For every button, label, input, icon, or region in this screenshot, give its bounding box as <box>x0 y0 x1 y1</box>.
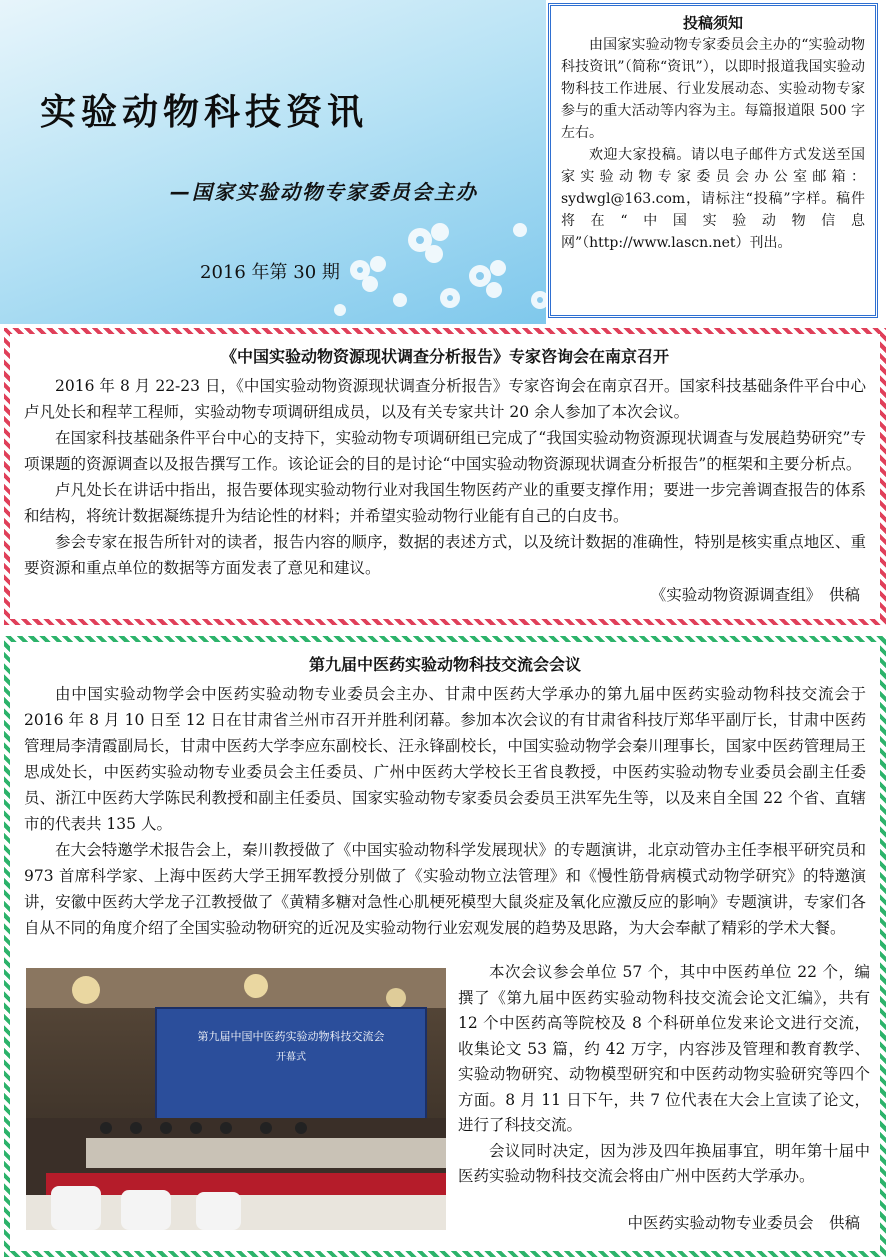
conference-photo <box>26 968 446 1230</box>
notice-paragraph: 由国家实验动物专家委员会主办的“实验动物科技资讯”（简称“资讯”），以即时报道我国实验动物科技工作进展、行业发展动态、实验动物专家参与的重大活动等内容为主。每篇报道限 500 字左右。 <box>561 37 865 141</box>
notice-heading: 投稿须知 <box>682 14 743 32</box>
newsletter-banner <box>0 0 546 324</box>
article-credit: 《实验动物资源调查组》 供稿 <box>650 586 860 604</box>
article-paragraph: 2016 年 8 月 22-23 日，《中国实验动物资源现状调查分析报告》专家咨询会在南京召开。国家科技基础条件平台中心卢凡处长和程苹工程师，实验动物专项调研组成员，以及有关专家共计 20 余人参加了本次会议。 <box>24 377 866 421</box>
article-paragraph: 在国家科技基础条件平台中心的支持下，实验动物专项调研组已完成了“我国实验动物资源现状调查与发展趋势研究”专项课题的资源调查以及报告撰写工作。该论证会的目的是讨论“中国实验动物资源现状调查分析报告”的框架和主要分析点。 <box>24 429 866 473</box>
article-paragraph: 参会专家在报告所针对的读者，报告内容的顺序，数据的表述方式，以及统计数据的准确性，特别是核实重点地区、重要资源和重点单位的数据等方面发表了意见和建议。 <box>24 533 866 577</box>
photo-banner-sub: 开幕式 <box>276 1052 306 1063</box>
article-paragraph: 本次会议参会单位 57 个，其中中医药单位 22 个，编撰了《第九届中医药实验动物科技交流会论文汇编》，共有 12 个中医药高等院校及 8 个科研单位发来论文进行交流，收集论文 53 篇，约 42 万字，内容涉及管理和教育教学、实验动物研究、动物模型研究和中医药动物实验研究等四个方面。8 月 11 日下午，共 7 位代表在大会上宣读了论文，进行了科技交流。 <box>458 963 870 1134</box>
article-credit: 中医药实验动物专业委员会 供稿 <box>627 1214 860 1232</box>
article-title: 《中国实验动物资源现状调查分析报告》专家咨询会在南京召开 <box>220 347 669 366</box>
article-paragraph: 会议同时决定，因为涉及四年换届事宜，明年第十届中医药实验动物科技交流会将由广州中医药大学承办。 <box>458 1141 870 1185</box>
conference-photo-image <box>26 968 446 1230</box>
article-title: 第九届中医药实验动物科技交流会会议 <box>308 655 581 674</box>
article-paragraph: 卢凡处长在讲话中指出，报告要体现实验动物行业对我国生物医药产业的重要支撑作用；要进一步完善调查报告的体系和结构，将统计数据凝练提升为结论性的材料；并希望实验动物行业能有自己的白皮书。 <box>24 481 866 525</box>
article-paragraph: 在大会特邀学术报告会上，秦川教授做了《中国实验动物科学发展现状》的专题演讲，北京动管办主任李根平研究员和 973 首席科学家、上海中医药大学王拥军教授分别做了《实验动物立法管理》和《慢性筋骨病模式动物学研究》的特邀演讲，安徽中医药大学龙子江教授做了《黄精多糖对急性心肌梗死模型大鼠炎症及氧化应激反应的影响》专题演讲，专家们各自从不同的角度介绍了全国实验动物研究的近况及实验动物行业宏观发展的趋势及思路，为大会奉献了精彩的学术大餐。 <box>24 841 866 937</box>
article-resource-survey <box>4 328 886 625</box>
submission-notice <box>548 3 878 318</box>
article-paragraph: 由中国实验动物学会中医药实验动物专业委员会主办、甘肃中医药大学承办的第九届中医药实验动物科技交流会于 2016 年 8 月 10 日至 12 日在甘肃省兰州市召开并胜利闭幕。参加本次会议的有甘肃省科技厅郑华平副厅长，甘肃中医药管理局李清霞副局长，甘肃中医药大学李应东副校长、汪永锋副校长，中国实验动物学会秦川理事长，国家中医药管理局王思成处长，中医药实验动物专业委员会主任委员、广州中医药大学校长王省良教授，中医药实验动物专业委员会副主任委员、浙江中医药大学陈民利教授和副主任委员、国家实验动物专家委员会委员王洪军先生等，以及来自全国 22 个省、直辖市的代表共 135 人。 <box>24 685 866 833</box>
newsletter-subtitle: —国家实验动物专家委员会主办 <box>170 180 478 204</box>
issue-number: 2016 年第 30 期 <box>200 262 340 283</box>
photo-banner-title: 第九届中国中医药实验动物科技交流会 <box>197 1030 385 1043</box>
notice-paragraph: 欢迎大家投稿。请以电子邮件方式发送至国家实验动物专家委员会办公室邮箱：sydwgl@163.com，请标注“投稿”字样。稿件将在“中国实验动物信息网”（http://www.lascn.net）刊出。 <box>561 147 865 251</box>
newsletter-title: 实验动物科技资讯 <box>40 92 369 133</box>
conference-summary <box>458 960 870 1190</box>
article-tcm-conference <box>4 636 886 1257</box>
